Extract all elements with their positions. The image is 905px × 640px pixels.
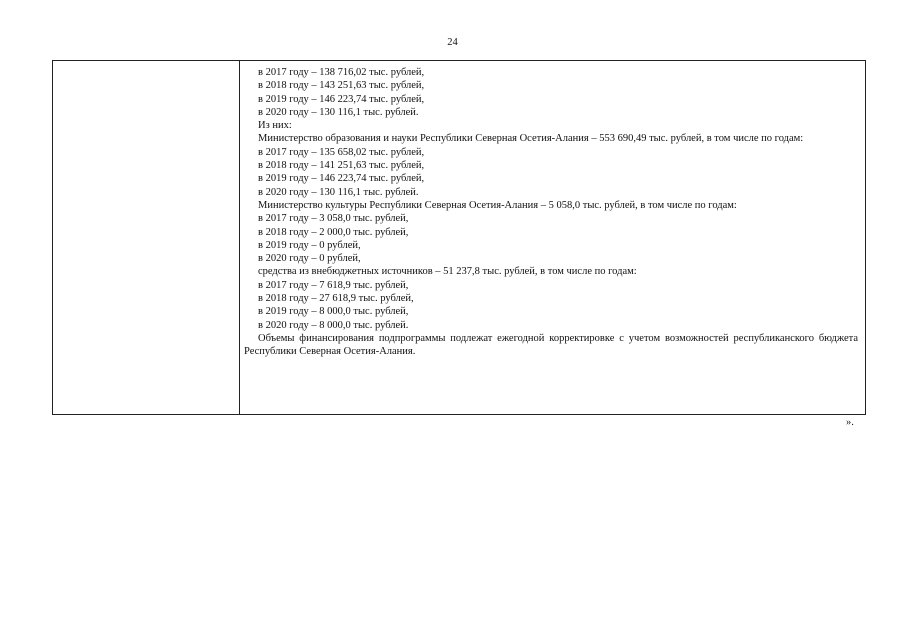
extrabudgetary-line-2019: в 2019 году – 8 000,0 тыс. рублей, — [258, 306, 409, 318]
funding-line-2018-total: в 2018 году – 143 251,63 тыс. рублей, — [258, 80, 425, 92]
education-line-2018: в 2018 году – 141 251,63 тыс. рублей, — [258, 160, 425, 172]
extrabudgetary-line: средства из внебюджетных источников – 51 237,8 тыс. рублей, в том числе по годам: — [258, 266, 637, 278]
of-which-label: Из них: — [258, 120, 292, 132]
culture-line-2020: в 2020 году – 0 рублей, — [258, 253, 361, 265]
extrabudgetary-line-2020: в 2020 году – 8 000,0 тыс. рублей. — [258, 319, 409, 331]
education-line-2019: в 2019 году – 146 223,74 тыс. рублей, — [258, 173, 425, 185]
funding-line-2019-total: в 2019 году – 146 223,74 тыс. рублей, — [258, 93, 425, 105]
education-line-2017: в 2017 году – 135 658,02 тыс. рублей, — [258, 146, 425, 158]
table-right-cell — [240, 61, 865, 414]
culture-line-2018: в 2018 году – 2 000,0 тыс. рублей, — [258, 226, 409, 238]
education-line-2020: в 2020 году – 130 116,1 тыс. рублей. — [258, 186, 419, 198]
closing-quote-mark: ». — [846, 417, 854, 428]
table-left-cell — [53, 61, 240, 414]
funding-line-2020-total: в 2020 году – 130 116,1 тыс. рублей. — [258, 106, 419, 118]
ministry-education-paragraph: Министерство образования и науки Республики Северная Осетия-Алания – 553 690,49 тыс. рублей, в том числе по годам: — [258, 133, 804, 145]
culture-line-2017: в 2017 году – 3 058,0 тыс. рублей, — [258, 213, 409, 225]
closing-paragraph: Объемы финансирования подпрограммы подлежат ежегодной корректировке с учетом возможностей республиканского бюджета Республики Северная Осетия-Алания. — [244, 332, 858, 358]
ministry-culture-line: Министерство культуры Республики Северная Осетия-Алания – 5 058,0 тыс. рублей, в том числе по годам: — [258, 199, 737, 211]
extrabudgetary-line-2018: в 2018 году – 27 618,9 тыс. рублей, — [258, 293, 414, 305]
funding-line-2017-total: в 2017 году – 138 716,02 тыс. рублей, — [258, 67, 425, 78]
page-number: 24 — [447, 37, 458, 48]
extrabudgetary-line-2017: в 2017 году – 7 618,9 тыс. рублей, — [258, 279, 409, 291]
culture-line-2019: в 2019 году – 0 рублей, — [258, 239, 361, 251]
document-table — [52, 60, 866, 415]
